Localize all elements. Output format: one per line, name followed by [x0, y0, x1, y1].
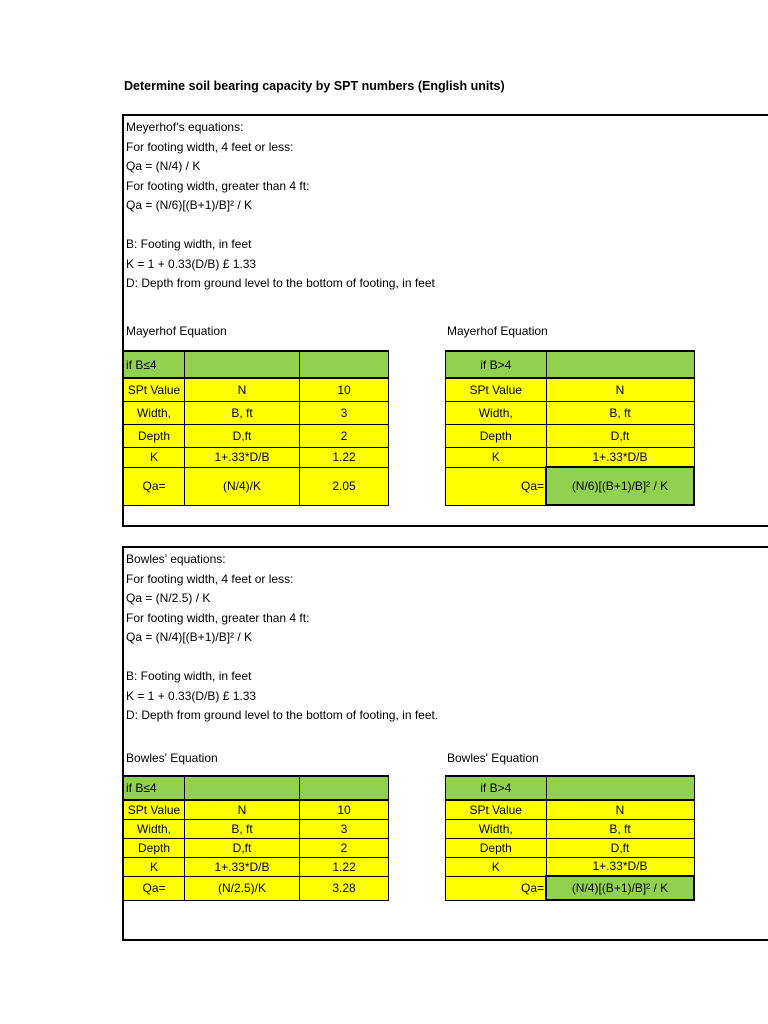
- row-symbol: N: [546, 378, 694, 401]
- row-symbol: 1+.33*D/B: [185, 857, 300, 876]
- bowles-left-label: Bowles' Equation: [126, 751, 218, 765]
- table-row: [446, 838, 695, 857]
- text-line: D: Depth from ground level to the bottom of footing, in feet.: [126, 708, 439, 722]
- table-row: [446, 447, 695, 467]
- row-label: K: [124, 447, 185, 467]
- row-label: Qa=: [446, 467, 547, 505]
- row-symbol: 1+.33*D/B: [185, 447, 300, 467]
- table-row: [124, 838, 389, 857]
- table-header-cell: [300, 351, 389, 378]
- row-value: 1.22: [300, 447, 389, 467]
- row-symbol: D,ft: [185, 424, 300, 447]
- text-line: Qa = (N/2.5) / K: [126, 591, 211, 605]
- meyerhof-left-table: [123, 350, 389, 506]
- row-label: SPt Value: [446, 800, 547, 819]
- bowles-left-table: [123, 775, 389, 901]
- table-row: [124, 819, 389, 838]
- table-row: [124, 401, 389, 424]
- table-row: [446, 467, 695, 505]
- table-row: [446, 876, 695, 900]
- row-symbol: B, ft: [546, 819, 694, 838]
- table-header-cell: if B≤4: [124, 351, 185, 378]
- table-header-cell: if B≤4: [124, 776, 185, 800]
- text-line-blank: [126, 648, 438, 668]
- row-label: K: [124, 857, 185, 876]
- text-line: Qa = (N/4) / K: [126, 159, 201, 173]
- text-line: For footing width, greater than 4 ft:: [126, 610, 310, 625]
- row-symbol: N: [546, 800, 694, 819]
- table-row: [124, 467, 389, 505]
- row-symbol: 1+.33*D/B: [546, 857, 694, 876]
- row-symbol: N: [185, 378, 300, 401]
- row-symbol: (N/2.5)/K: [185, 876, 300, 900]
- table-row: [124, 424, 389, 447]
- table-header-cell: if B>4: [446, 351, 547, 378]
- meyerhof-left-label: Mayerhof Equation: [126, 324, 227, 338]
- row-symbol: N: [185, 800, 300, 819]
- table-row: [446, 378, 695, 401]
- row-label: K: [446, 447, 547, 467]
- table-header-cell: [300, 776, 389, 800]
- row-value: 1.22: [300, 857, 389, 876]
- text-line: For footing width, 4 feet or less:: [126, 571, 294, 586]
- meyerhof-equations-text: [126, 118, 435, 294]
- table-row: [124, 857, 389, 876]
- bowles-equations-text: [126, 550, 438, 726]
- text-line: Qa = (N/6)[(B+1)/B]² / K: [126, 198, 253, 212]
- row-label: SPt Value: [124, 800, 185, 819]
- text-line: Meyerhof’s equations:: [126, 120, 244, 134]
- bowles-right-label: Bowles' Equation: [447, 751, 539, 765]
- table-header-cell: [546, 351, 694, 378]
- table-row: [446, 424, 695, 447]
- table-row: [446, 800, 695, 819]
- table-row: [124, 876, 389, 900]
- row-label: SPt Value: [446, 378, 547, 401]
- row-value: 3: [300, 401, 389, 424]
- table-header-cell: [546, 776, 694, 800]
- row-label: SPt Value: [124, 378, 185, 401]
- row-symbol: B, ft: [185, 401, 300, 424]
- row-label: Depth: [124, 424, 185, 447]
- row-value: 2.05: [300, 467, 389, 505]
- row-symbol: D,ft: [546, 424, 694, 447]
- row-label: Qa=: [124, 467, 185, 505]
- row-label: Width,: [446, 401, 547, 424]
- text-line: B: Footing width, in feet: [126, 237, 252, 251]
- row-value: 3: [300, 819, 389, 838]
- row-symbol: B, ft: [185, 819, 300, 838]
- meyerhof-right-label: Mayerhof Equation: [447, 324, 548, 338]
- text-line: For footing width, greater than 4 ft:: [126, 178, 310, 193]
- row-label: K: [446, 857, 547, 876]
- row-value: 10: [300, 800, 389, 819]
- row-symbol: D,ft: [546, 838, 694, 857]
- row-value: 10: [300, 378, 389, 401]
- table-row: [124, 800, 389, 819]
- row-symbol: (N/4)/K: [185, 467, 300, 505]
- result-formula-cell: (N/4)[(B+1)/B]² / K: [546, 876, 694, 900]
- bowles-section: [122, 546, 768, 941]
- row-symbol: 1+.33*D/B: [546, 447, 694, 467]
- text-line: D: Depth from ground level to the bottom of footing, in feet: [126, 276, 435, 290]
- table-header-cell: [185, 351, 300, 378]
- row-label: Width,: [124, 819, 185, 838]
- table-header-cell: if B>4: [446, 776, 547, 800]
- table-header-cell: [185, 776, 300, 800]
- text-line: Bowles’ equations:: [126, 552, 226, 566]
- row-label: Width,: [124, 401, 185, 424]
- row-label: Qa=: [446, 876, 547, 900]
- row-symbol: B, ft: [546, 401, 694, 424]
- row-label: Depth: [446, 424, 547, 447]
- text-line: K = 1 + 0.33(D/B) £ 1.33: [126, 688, 257, 703]
- result-formula-cell: (N/6)[(B+1)/B]² / K: [546, 467, 694, 505]
- row-value: 3.28: [300, 876, 389, 900]
- table-row: [124, 378, 389, 401]
- row-value: 2: [300, 424, 389, 447]
- row-label: Depth: [446, 838, 547, 857]
- bowles-right-table: [445, 775, 695, 901]
- row-label: Width,: [446, 819, 547, 838]
- meyerhof-section: [122, 114, 768, 527]
- text-line: K = 1 + 0.33(D/B) £ 1.33: [126, 256, 257, 271]
- table-row: [124, 447, 389, 467]
- text-line: Qa = (N/4)[(B+1)/B]² / K: [126, 630, 253, 644]
- page-title: Determine soil bearing capacity by SPT numbers (English units): [124, 79, 505, 93]
- row-symbol: D,ft: [185, 838, 300, 857]
- table-row: [446, 401, 695, 424]
- text-line: B: Footing width, in feet: [126, 669, 252, 683]
- table-row: [446, 857, 695, 876]
- row-label: Qa=: [124, 876, 185, 900]
- text-line: For footing width, 4 feet or less:: [126, 139, 294, 154]
- row-label: Depth: [124, 838, 185, 857]
- text-line-blank: [126, 216, 435, 236]
- row-value: 2: [300, 838, 389, 857]
- meyerhof-right-table: [445, 350, 695, 506]
- table-row: [446, 819, 695, 838]
